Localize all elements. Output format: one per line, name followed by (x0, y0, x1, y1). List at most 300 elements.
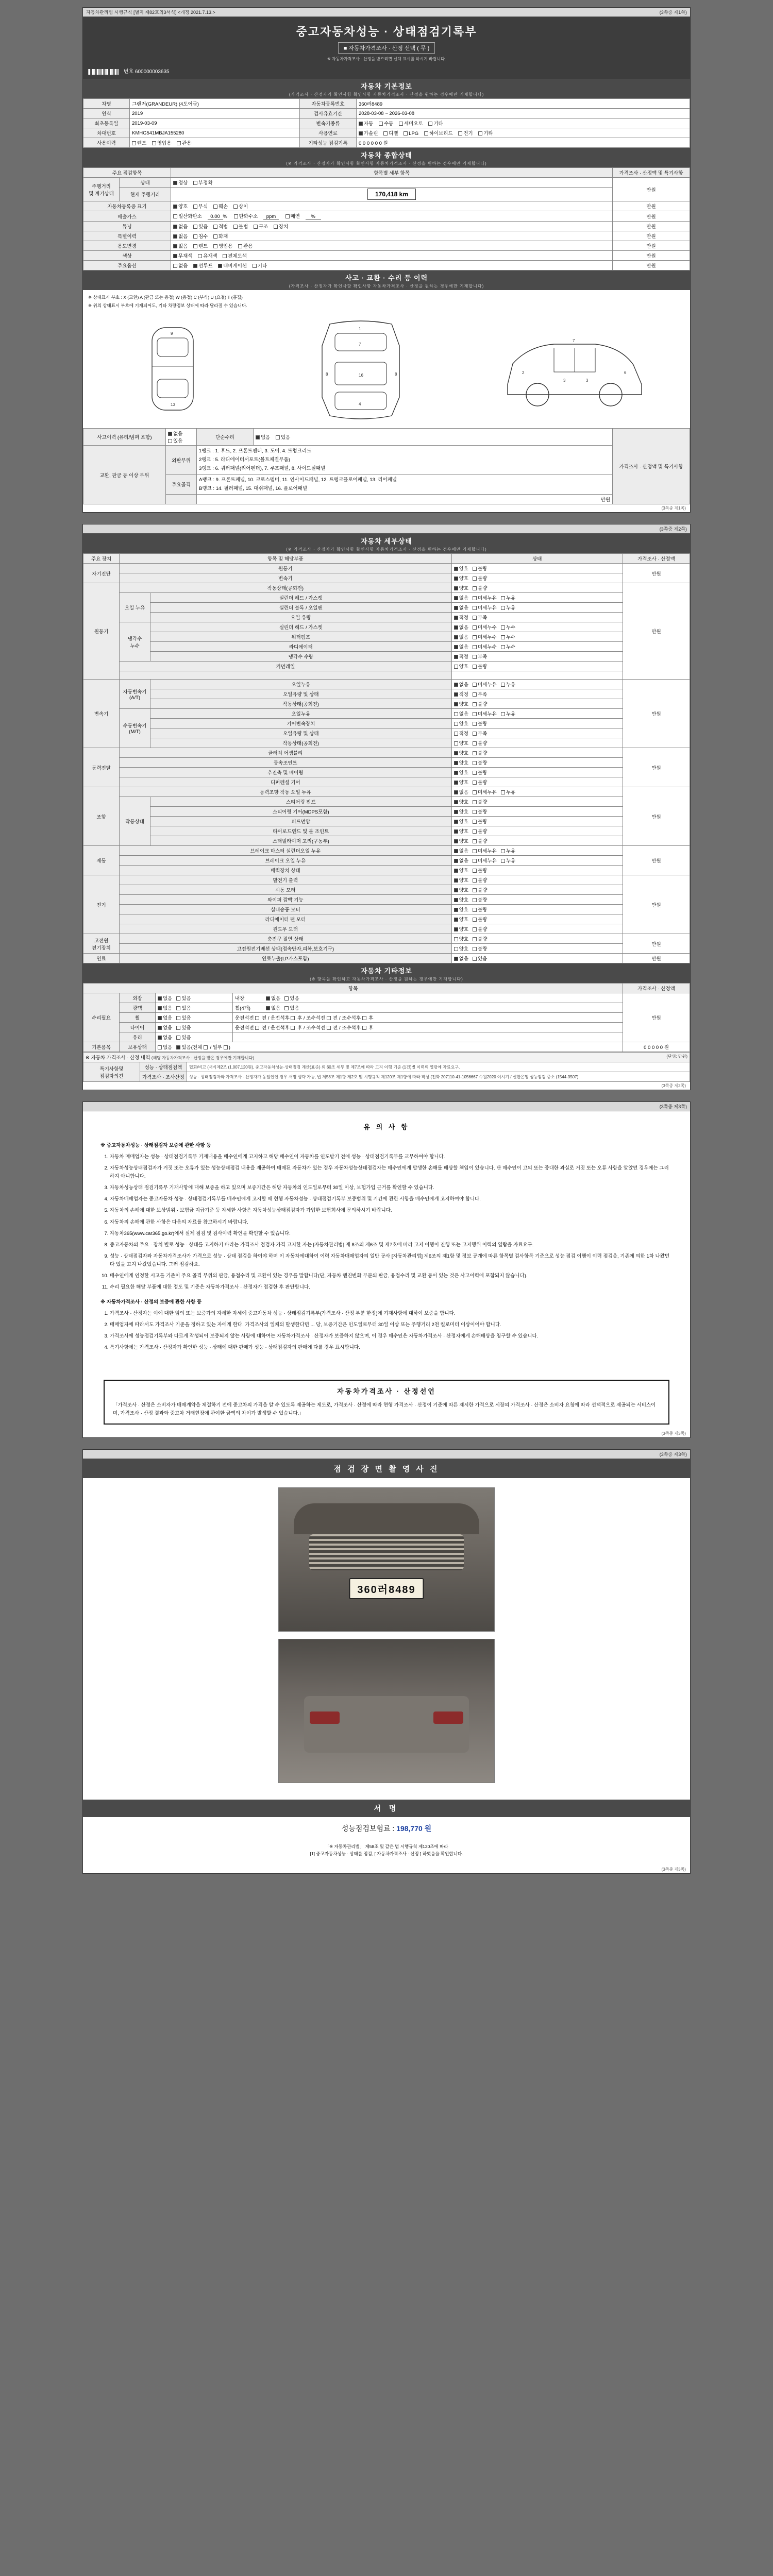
checkbox-wheel-rl[interactable] (291, 1016, 295, 1020)
checkbox-brakeoil-micro[interactable]: 미세누유 (473, 857, 497, 864)
state-hv-wiring (451, 944, 623, 954)
checkbox-mtleak-none[interactable]: 없음 (454, 710, 468, 717)
table-row (83, 758, 690, 768)
checkbox-hvwire-good[interactable]: 양호 (454, 945, 468, 952)
checkbox-emission-co[interactable]: 일산화탄소 (173, 212, 202, 219)
checkbox-glass-none[interactable]: 없음 (158, 1033, 172, 1041)
checkbox-propeller-good[interactable]: 양호 (454, 769, 468, 776)
checkbox-glass-yes[interactable]: 있음 (176, 1033, 191, 1041)
checkbox-fuel-electric[interactable]: 전기 (458, 129, 473, 137)
notice-section2-head: ※ 자동차가격조사 · 산정의 보증에 관한 사항 등 (100, 1299, 202, 1305)
checkbox-wiper-bad[interactable]: 불량 (473, 896, 487, 903)
state-brake-oil (451, 856, 623, 866)
table-row (83, 178, 690, 188)
checkbox-radfan-good[interactable]: 양호 (454, 916, 468, 923)
mileage-value: 170,418 km (367, 189, 416, 200)
checkbox-coolantlevel-low[interactable]: 부족 (473, 653, 487, 660)
checkbox-tuning-yes[interactable]: 있음 (193, 223, 208, 230)
overall-state-table (83, 167, 690, 270)
checkbox-radiator-micro[interactable]: 미세누수 (473, 643, 497, 650)
checkbox-vin-ok[interactable]: 양호 (173, 202, 188, 210)
checkbox-cvjoint-good[interactable]: 양호 (454, 759, 468, 766)
state-tierod (451, 826, 623, 836)
value-special-history (171, 231, 613, 241)
checkbox-emission-hc[interactable]: 탄화수소 (234, 212, 258, 219)
group-self-diagnosis: 자기진단 (83, 564, 120, 583)
checkbox-booster-good[interactable]: 양호 (454, 867, 468, 874)
checkbox-atoil-low[interactable]: 부족 (473, 690, 487, 698)
checkbox-emission-smoke[interactable]: 매연 (285, 212, 300, 219)
state-common-rail (451, 662, 623, 671)
checkbox-color-chroma[interactable]: 유채색 (198, 252, 217, 259)
checkbox-cylblock-none[interactable]: 없음 (454, 604, 468, 611)
col-state: 상태 (451, 554, 623, 564)
checkbox-fuel-diesel[interactable]: 디젤 (383, 129, 398, 137)
item-rad-fan: 라디에이터 팬 모터 (120, 914, 452, 924)
table-row (83, 188, 690, 201)
checkbox-mileage-normal[interactable]: 정상 (173, 179, 188, 186)
checkbox-waterpump-none[interactable]: 없음 (454, 633, 468, 640)
item-glass: 유리 (120, 1032, 156, 1042)
list-item: 11. 수리 필요한 해당 부품에 대한 정도 및 기준은 자동차가격조사 · 산정자가 점검한 후 판단합니다. (110, 1283, 673, 1292)
col-price-note: 가격조사 · 산정액 및 특기사항 (613, 168, 690, 178)
checkbox-atleak-micro[interactable]: 미세누유 (473, 681, 497, 688)
checkbox-vin-corrosion[interactable]: 부식 (193, 202, 208, 210)
checkbox-polish-yes[interactable]: 있음 (176, 1004, 191, 1011)
page-footer-4: (3쪽중 제3쪽) (661, 1867, 686, 1872)
checkbox-mtgear-good[interactable]: 양호 (454, 720, 468, 727)
checkbox-engine-diag-bad[interactable]: 불량 (473, 565, 487, 572)
price-hv-electric: 만원 (623, 934, 690, 954)
table-row (83, 905, 690, 914)
sheet-page-2 (82, 524, 691, 1090)
checkbox-wheel-rr[interactable] (362, 1016, 366, 1020)
checkbox-steerpump-bad[interactable]: 불량 (473, 798, 487, 805)
checkbox-mileage-abnormal[interactable]: 부정확 (193, 179, 213, 186)
checkbox-tire-fr[interactable] (327, 1026, 331, 1030)
checkbox-tierod-bad[interactable]: 불량 (473, 827, 487, 835)
checkbox-chargeport-good[interactable]: 양호 (454, 935, 468, 942)
checkbox-vin-damage[interactable]: 훼손 (213, 202, 228, 210)
label-perf-price: 성능 · 상태점검액 (140, 1062, 187, 1072)
value-first-reg: 2019-03-09 (130, 118, 300, 128)
checkbox-oillevel-low[interactable]: 부족 (473, 614, 487, 621)
checkbox-transmission-auto[interactable]: 자동 (359, 120, 373, 127)
section-basic-info (83, 79, 690, 98)
label-vin-check: 자동차등록증 표기 (83, 201, 171, 211)
checkbox-oillevel-ok[interactable]: 적정 (454, 614, 468, 621)
table-row (83, 680, 690, 689)
state-fuel-leak (451, 954, 623, 963)
checkbox-blower-good[interactable]: 양호 (454, 906, 468, 913)
group-hv-electric: 고전원 전기장치 (83, 934, 120, 954)
checkbox-ext-yes[interactable]: 있음 (176, 994, 191, 1002)
checkbox-hold-none[interactable]: 없음 (158, 1043, 172, 1050)
item-clutch: 클러치 어셈블리 (120, 748, 452, 758)
checkbox-usechange-none[interactable]: 없음 (173, 242, 188, 249)
label-valuation-group: 특기사항및 점검자의견 (83, 1062, 140, 1082)
value-exterior-rank: 1랭크 : 1. 후드, 2. 프론트펜더, 3. 도어, 4. 트렁크리드 2랭크 : 5. 라디에이터서포트(볼트체결부품) 3랭크 : 6. 쿼터패널(리어펜더), 7. 루프패널, 8. 사이드실패널 (197, 446, 613, 474)
checkbox-usechange-rent[interactable]: 렌트 (193, 242, 208, 249)
notice-title: 유 의 사 항 (363, 1123, 410, 1131)
checkbox-usage-rent[interactable]: 렌트 (132, 139, 146, 146)
accident-table (83, 428, 690, 504)
list-item: 5. 자동차의 손해에 대한 보상범위 · 보험금 지급기준 등 자세한 사항은 자동차성능상태점검자가 가입한 보험회사에 문의하시기 바랍니다. (110, 1207, 673, 1215)
checkbox-option-etc[interactable]: 기타 (253, 262, 267, 269)
checkbox-vin-stamp[interactable]: 상이 (233, 202, 248, 210)
section-overall-state (83, 148, 690, 167)
barcode-row (83, 65, 690, 79)
checkbox-cylhead-leak[interactable]: 누유 (501, 594, 515, 601)
value-inspect-valid: 2028-03-08 ~ 2026-03-08 (357, 109, 690, 118)
rank-a-label: A랭크 (199, 477, 212, 483)
item-power-steer-leak: 동력조향 작동 오일 누유 (120, 787, 452, 797)
table-row (83, 826, 690, 836)
checkbox-psleak-micro[interactable]: 미세누유 (473, 788, 497, 795)
table-row (83, 1013, 690, 1023)
checkbox-winmotor-good[interactable]: 양호 (454, 925, 468, 933)
checkbox-tire-rl[interactable] (291, 1026, 295, 1030)
label-simple-repair: 단순수리 (197, 429, 254, 446)
checkbox-alt-bad[interactable]: 불량 (473, 876, 487, 884)
value-emission-smoke: % (306, 214, 321, 220)
checkbox-wheel-yes[interactable]: 있음 (176, 1014, 191, 1021)
checkbox-accident-yes[interactable]: 있음 (168, 437, 182, 444)
value-frame-rank: A랭크 : 9. 프론트패널, 10. 크로스멤버, 11. 인사이드패널, 12. 트렁크플로어패널, 13. 리어패널 B랭크 : 14. 필러패널, 15. 대쉬패널, 16. 플로어패널 (197, 474, 613, 495)
checkbox-coolantlevel-ok[interactable]: 적정 (454, 653, 468, 660)
checkbox-mtoil-low[interactable]: 부족 (473, 730, 487, 737)
state-engine-extra (451, 671, 623, 680)
checkbox-color-full[interactable]: 전체도색 (223, 252, 247, 259)
state-cyl-block (451, 603, 623, 613)
checkbox-waterpump-leak[interactable]: 누수 (501, 633, 515, 640)
checkbox-tuning-device[interactable]: 장치 (274, 223, 288, 230)
page-mark-4: (3쪽중 제3쪽) (659, 1451, 687, 1457)
table-row (83, 924, 690, 934)
declaration-title: 자동차가격조사 · 산정선언 (337, 1387, 436, 1396)
checkbox-option-none[interactable]: 없음 (173, 262, 188, 269)
value-emission-co: 0.00 (208, 214, 223, 220)
item-wiper: 와이퍼 깜빡 기능 (120, 895, 452, 905)
price-repair-needed: 만원 (623, 993, 690, 1042)
checkbox-commonrail-good[interactable]: 양호 (454, 663, 468, 670)
checkbox-fuel-hybrid[interactable]: 하이브리드 (424, 129, 453, 137)
checkbox-seat-yes[interactable]: 있음 (284, 1004, 299, 1011)
value-main-option (171, 261, 613, 270)
label-frame-rank: 주요골격 (166, 474, 197, 495)
table-row (83, 662, 690, 671)
checkbox-transmission-manual[interactable]: 수동 (379, 120, 393, 127)
car-side-diagram (497, 323, 652, 415)
label-exterior-rank: 외판부위 (166, 446, 197, 474)
checkbox-winmotor-bad[interactable]: 불량 (473, 925, 487, 933)
checkbox-brakemaster-leak[interactable]: 누유 (501, 847, 515, 854)
label-year: 연식 (83, 109, 130, 118)
checkbox-hold-yes[interactable]: 있음(전체 / 일부 ) (176, 1043, 230, 1050)
checkbox-usechange-biz[interactable]: 영업용 (213, 242, 233, 249)
state-charge-port (451, 934, 623, 944)
checkbox-mtoil-ok[interactable]: 적정 (454, 730, 468, 737)
table-row (83, 1023, 690, 1032)
checkbox-starter-bad[interactable]: 불량 (473, 886, 487, 893)
checkbox-waterpump-micro[interactable]: 미세누수 (473, 633, 497, 640)
label-color: 색상 (83, 251, 171, 261)
checkbox-pitman-bad[interactable]: 불량 (473, 818, 487, 825)
value-hold-state (156, 1042, 623, 1052)
taillight-left (310, 1711, 340, 1724)
checkbox-int-yes[interactable]: 있음 (284, 994, 299, 1002)
checkbox-diff-bad[interactable]: 불량 (473, 778, 487, 786)
checkbox-brakeoil-leak[interactable]: 누유 (501, 857, 515, 864)
page-footer-1: (3쪽중 제1쪽) (661, 506, 686, 511)
state-coolant-head (451, 622, 623, 632)
checkbox-brakemaster-micro[interactable]: 미세누유 (473, 847, 497, 854)
label-special-history: 특별이력 (83, 231, 171, 241)
label-survey-price: 가격조사 · 조사산정 (140, 1072, 187, 1082)
checkbox-seat-none[interactable]: 없음 (266, 1004, 280, 1011)
checkbox-atoil-ok[interactable]: 적정 (454, 690, 468, 698)
table-row (83, 866, 690, 875)
checkbox-transmission-semi[interactable]: 세미오토 (399, 120, 423, 127)
photo-front-view (278, 1487, 495, 1632)
list-item: 7. 자동차365(www.car365.go.kr)에서 실제 점검 및 검사이력 확인을 확인할 수 있습니다. (110, 1230, 673, 1238)
value-perf-valid: 0 0 0 0 0 0 원 (357, 138, 690, 148)
value-perf-price: 협회/비고 (서식제2조 (1,007,120원), 중고자동차성능·상태점검 계산(표준) 외 60조 세부 및 제7조에 따라 고지 이행 기준 (1건)별 이력의 열람에 자료요구. (187, 1062, 690, 1072)
checkbox-cvjoint-bad[interactable]: 불량 (473, 759, 487, 766)
valuation-table (83, 1052, 690, 1082)
checkbox-radiator-leak[interactable]: 누수 (501, 643, 515, 650)
table-row (83, 583, 690, 593)
sheet-page-1 (82, 7, 691, 513)
checkbox-idle-bad[interactable]: 불량 (473, 584, 487, 591)
checkbox-stab-bad[interactable]: 불량 (473, 837, 487, 844)
state-pitman-arm (451, 817, 623, 826)
checkbox-clutch-bad[interactable]: 불량 (473, 749, 487, 756)
checkbox-polish-none[interactable]: 없음 (158, 1004, 172, 1011)
checkbox-chargeport-bad[interactable]: 불량 (473, 935, 487, 942)
checkbox-mtidle-bad[interactable]: 불량 (473, 739, 487, 747)
checkbox-mtleak-leak[interactable]: 누유 (501, 710, 515, 717)
checkbox-usage-gov[interactable]: 관용 (177, 139, 191, 146)
checkbox-coolanthead-none[interactable]: 없음 (454, 623, 468, 631)
table-row (83, 251, 690, 261)
rank-2-items: 5. 라디에이터서포트(볼트체결부품) (215, 457, 290, 463)
item-differential: 디퍼렌셜 기어 (120, 777, 452, 787)
checkbox-idle-good[interactable]: 양호 (454, 584, 468, 591)
checkbox-steergear-good[interactable]: 양호 (454, 808, 468, 815)
price-usage-change: 만원 (613, 241, 690, 251)
checkbox-mtidle-good[interactable]: 양호 (454, 739, 468, 747)
table-row (83, 1072, 690, 1082)
checkbox-atleak-leak[interactable]: 누유 (501, 681, 515, 688)
checkbox-atidle-bad[interactable]: 불량 (473, 700, 487, 707)
item-engine-extra (120, 671, 452, 680)
label-first-reg: 최초등록일 (83, 118, 130, 128)
list-item: 1. 가격조사 · 산정자는 이에 대한 임의 또는 보증가의 자세한 자세에 중고자동차 성능 · 상태점검기록부(가격조사 · 산정 부분 한정)에 기재사항에 대하여 보증을 합니다. (110, 1310, 673, 1318)
item-mt-leak: 오일누유 (150, 709, 452, 719)
checkbox-commonrail-bad[interactable]: 불량 (473, 663, 487, 670)
checkbox-steergear-bad[interactable]: 불량 (473, 808, 487, 815)
checkbox-brakemaster-none[interactable]: 없음 (454, 847, 468, 854)
checkbox-tuning-structure[interactable]: 구조 (254, 223, 268, 230)
checkbox-diff-good[interactable]: 양호 (454, 778, 468, 786)
document-subnote: ※ 자동차가격조사 · 산정을 받으려면 선택 표시를 하시기 바랍니다. (327, 57, 446, 61)
checkbox-color-original[interactable]: 무채색 (173, 252, 193, 259)
rank-b-label: B랭크 (199, 486, 212, 492)
checkbox-hvwire-bad[interactable]: 불량 (473, 945, 487, 952)
valuation-title: ※ 자동차 가격조사 · 산정 내역 (86, 1055, 150, 1061)
checkbox-stab-good[interactable]: 양호 (454, 837, 468, 844)
label-price-unit (166, 495, 197, 504)
checkbox-trans-diag-bad[interactable]: 불량 (473, 574, 487, 582)
checkbox-engine-diag-good[interactable]: 양호 (454, 565, 468, 572)
checkbox-fuel-lpg[interactable]: LPG (404, 131, 418, 137)
state-trans-diag (451, 573, 623, 583)
subgroup-oil-leak: 오일 누유 (120, 593, 150, 622)
col-detail-items: 항목별 세부 항목 (171, 168, 613, 178)
checkbox-history-flood[interactable]: 침수 (193, 232, 208, 240)
photo-footnotes (83, 1840, 690, 1866)
checkbox-blower-bad[interactable]: 불량 (473, 906, 487, 913)
checkbox-int-none[interactable]: 없음 (266, 994, 280, 1002)
checkbox-tire-fl[interactable] (255, 1026, 259, 1030)
svg-text:4: 4 (358, 402, 361, 406)
label-reg-no: 자동차등록번호 (300, 99, 357, 109)
checkbox-transmission-etc[interactable]: 기타 (428, 120, 443, 127)
checkbox-cylblock-leak[interactable]: 누유 (501, 604, 515, 611)
checkbox-tire-yes[interactable]: 있음 (176, 1024, 191, 1031)
checkbox-fuel-etc[interactable]: 기타 (478, 129, 493, 137)
other-info-table (83, 983, 690, 1052)
checkbox-tire-rr[interactable] (362, 1026, 366, 1030)
group-steering: 조향 (83, 787, 120, 846)
rank-a-items: 9. 프론트패널, 10. 크로스멤버, 11. 인사이드패널, 12. 트렁크플로어패널, 13. 리어패널 (215, 477, 397, 483)
table-row (83, 914, 690, 924)
checkbox-wiper-good[interactable]: 양호 (454, 896, 468, 903)
form-meta-strip (83, 8, 690, 17)
item-at-idle: 작동상태(공회전) (150, 699, 452, 709)
checkbox-tuning-none[interactable]: 없음 (173, 223, 188, 230)
table-row (83, 885, 690, 895)
state-alternator (451, 875, 623, 885)
table-row (83, 495, 690, 504)
checkbox-pitman-good[interactable]: 양호 (454, 818, 468, 825)
wheel-positions: 운전석전 전 / 운전석후 후 / 조수석전 전 / 조수석후 후 (233, 1013, 623, 1023)
checkbox-option-sunroof[interactable]: 선루프 (193, 262, 213, 269)
checkbox-cylhead-none[interactable]: 없음 (454, 594, 468, 601)
table-row (83, 564, 690, 573)
checkbox-coolanthead-leak[interactable]: 누수 (501, 623, 515, 631)
value-emission-hc: ppm (263, 214, 279, 220)
item-coolant-level: 냉각수 수량 (150, 652, 452, 662)
car-hood-shape (294, 1503, 479, 1534)
checkbox-tierod-good[interactable]: 양호 (454, 827, 468, 835)
checkbox-mtgear-bad[interactable]: 불량 (473, 720, 487, 727)
checkbox-mtleak-micro[interactable]: 미세누유 (473, 710, 497, 717)
checkbox-trans-diag-good[interactable]: 양호 (454, 574, 468, 582)
checkbox-starter-good[interactable]: 양호 (454, 886, 468, 893)
label-accident-price: 가격조사 · 산정액 및 특기사항 (613, 429, 690, 504)
checkbox-clutch-good[interactable]: 양호 (454, 749, 468, 756)
checkbox-atleak-none[interactable]: 없음 (454, 681, 468, 688)
checkbox-alt-good[interactable]: 양호 (454, 876, 468, 884)
rank-3-label: 3랭크 (199, 466, 211, 472)
checkbox-steerpump-good[interactable]: 양호 (454, 798, 468, 805)
value-current-mileage (171, 188, 613, 201)
checkbox-tuning-legal[interactable]: 적법 (213, 223, 228, 230)
checkbox-option-navi[interactable]: 내비게이션 (218, 262, 247, 269)
value-year: 2019 (130, 109, 300, 118)
checkbox-brakeoil-none[interactable]: 없음 (454, 857, 468, 864)
checkbox-fuelleak-yes[interactable]: 있음 (473, 955, 487, 962)
checkbox-wheel-fl[interactable] (255, 1016, 259, 1020)
checkbox-usage-biz[interactable]: 영업용 (152, 139, 172, 146)
checkbox-wheel-fr[interactable] (327, 1016, 331, 1020)
checkbox-tuning-illegal[interactable]: 불법 (233, 223, 248, 230)
table-row (83, 613, 690, 622)
item-hv-wiring: 고전원전기배선 상태(접속단자,피복,보호기구) (120, 944, 452, 954)
table-row (83, 211, 690, 222)
checkbox-radfan-bad[interactable]: 불량 (473, 916, 487, 923)
item-blower: 실내송풍 모터 (120, 905, 452, 914)
page-footer-2: (3쪽중 제2쪽) (661, 1083, 686, 1089)
car-diagram-area (83, 290, 690, 428)
state-starter (451, 885, 623, 895)
section-overall-note: (※ 가격조사 · 산정자가 확인사항 확인사항 자동차가격조사 · 산정을 원하는 경우에만 기재합니다) (286, 161, 487, 166)
checkbox-tire-none[interactable]: 없음 (158, 1024, 172, 1031)
checkbox-cylblock-micro[interactable]: 미세누유 (473, 604, 497, 611)
checkbox-history-fire[interactable]: 화재 (213, 232, 228, 240)
sheet-page-4 (82, 1449, 691, 1874)
checkbox-coolanthead-micro[interactable]: 미세누수 (473, 623, 497, 631)
checkbox-simple-yes[interactable]: 있음 (276, 433, 290, 440)
checkbox-ext-none[interactable]: 없음 (158, 994, 172, 1002)
checkbox-fuelleak-none[interactable]: 없음 (454, 955, 468, 962)
checkbox-simple-none[interactable]: 없음 (256, 433, 270, 440)
checkbox-propeller-bad[interactable]: 불량 (473, 769, 487, 776)
photo-gallery (83, 1478, 690, 1800)
checkbox-fuel-gasoline[interactable]: 가솔린 (359, 129, 378, 137)
checkbox-history-none[interactable]: 없음 (173, 232, 188, 240)
item-oil-level: 오일 유량 (150, 613, 452, 622)
value-transmission (357, 118, 690, 128)
state-cv-joint (451, 758, 623, 768)
item-pitman-arm: 피트먼암 (150, 817, 452, 826)
checkbox-cylhead-micro[interactable]: 미세누유 (473, 594, 497, 601)
car-grille-shape (309, 1534, 464, 1570)
price-color: 만원 (613, 251, 690, 261)
checkbox-radiator-none[interactable]: 없음 (454, 643, 468, 650)
checkbox-atidle-good[interactable]: 양호 (454, 700, 468, 707)
group-fuel: 연료 (83, 954, 120, 963)
item-mt-oil-state: 오일유량 및 상태 (150, 728, 452, 738)
page-mark-1: (3쪽중 제1쪽) (659, 10, 687, 15)
checkbox-wheel-none[interactable]: 없음 (158, 1014, 172, 1021)
checkbox-accident-none[interactable]: 없음 (168, 430, 182, 437)
label-accident-history: 사고이력 (유리/범퍼 포함) (83, 429, 166, 446)
item-window-motor: 윈도우 모터 (120, 924, 452, 934)
checkbox-booster-bad[interactable]: 불량 (473, 867, 487, 874)
checkbox-psleak-leak[interactable]: 누유 (501, 788, 515, 795)
checkbox-usechange-gov[interactable]: 관용 (238, 242, 253, 249)
state-stabilizer (451, 836, 623, 846)
price-self-diagnosis: 만원 (623, 564, 690, 583)
svg-text:1: 1 (358, 327, 361, 331)
label-basic-items: 기본품목 (83, 1042, 120, 1052)
svg-text:8: 8 (325, 372, 328, 377)
item-tierod: 타이로드엔드 및 볼 조인트 (150, 826, 452, 836)
checkbox-psleak-none[interactable]: 없음 (454, 788, 468, 795)
